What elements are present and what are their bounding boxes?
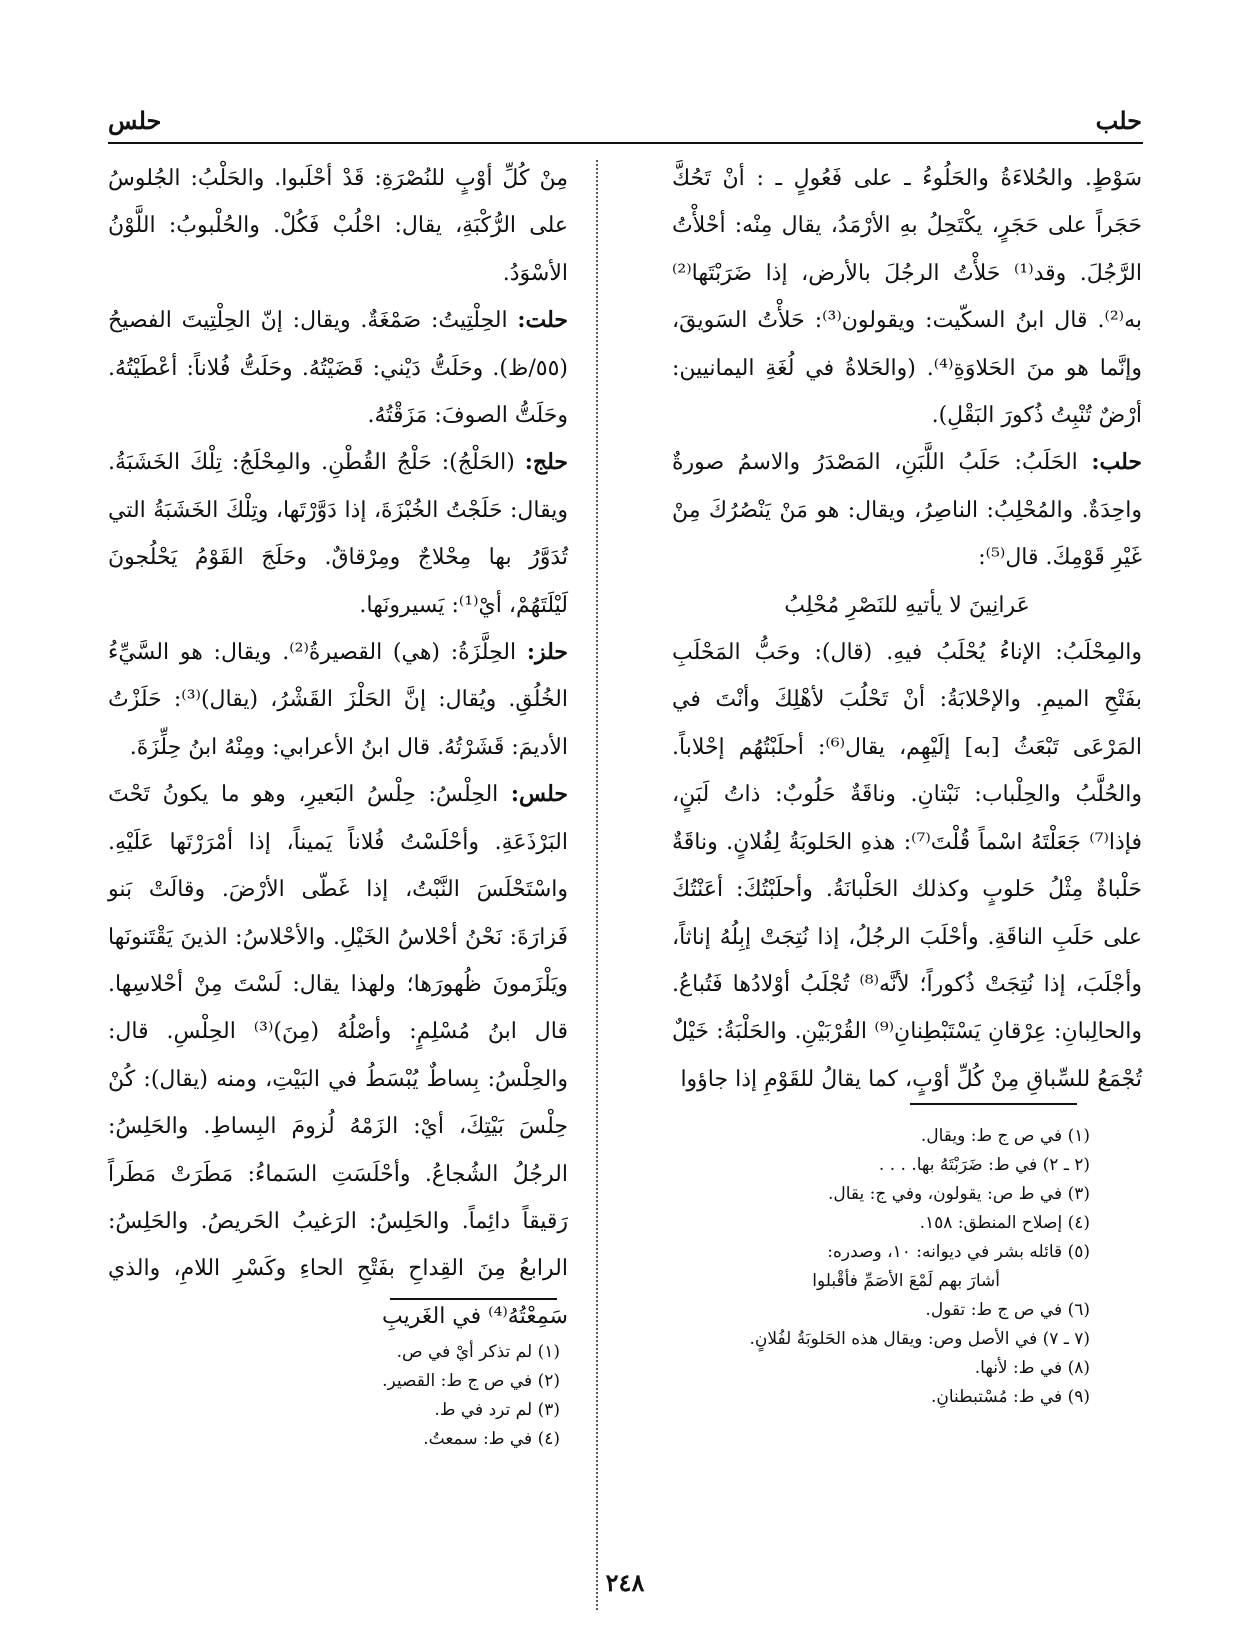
entry-halas [108, 771, 568, 1340]
headword: حلز: [526, 639, 568, 666]
footnote: (٥) قائله بشر في ديوانه: ١٠، وصدره: [827, 1242, 1090, 1262]
footnote: (١) في ص ج ط: ويقال. [920, 1126, 1090, 1146]
footnote: (٢) في ص ج ط: القصير. [382, 1371, 560, 1391]
left-column [108, 155, 568, 1340]
entry-halat [108, 297, 568, 439]
header-rule [108, 142, 1143, 144]
footnote-rule-left [390, 1298, 557, 1300]
headword: حلت: [517, 307, 568, 334]
column-divider [596, 160, 598, 1610]
header-left-word: حلس [108, 106, 162, 135]
footnote: (٩) في ط: مُسْتبطنانِ. [930, 1387, 1090, 1407]
entry-text: الحِلَّزَةُ: (هي) القصيرةُ⁽²⁾. ويقال: هو السَّيِّءُ الخُلُقِ. ويُقال: إنَّ الحَلْزَ القَشْرُ، (يقال)⁽³⁾: حَلَزْتُ الأديمَ: قَشَرْتُهُ. قال ابنُ الأعرابي: ومِنْهُ ابنُ حِلِّزَةَ. [108, 640, 569, 760]
entry-text: الحِلْتِيتُ: صَمْغَةٌ. ويقال: إنّ الحِلْتِيتَ الفصيحُ (٥٥/ظ). وحَلَتُّ دَيْني: قَضَيْتُهُ. وحَلَتُّ فُلاناً: أعْطَيْتُهُ. وحَلَتُّ الصوفَ: مَزَقْتُهُ. [108, 308, 568, 429]
footnote: (٤) إصلاح المنطق: ١٥٨. [919, 1213, 1090, 1233]
footnote: (٦) في ص ج ط: تقول. [925, 1300, 1090, 1320]
entry-halab [672, 439, 1142, 581]
entry-text: (الحَلْجُ): حَلْجُ القُطْنِ. والمِحْلَجُ: تِلْكَ الخَشَبَةُ. ويقال: حَلَجْتُ الخُبْزَةَ، إذا دَوَّرْتَها، وتِلْكَ الخَشَبَةُ التي تُدَوَّرُ بها مِحْلاجٌ ومِرْقاقٌ. وحَلَجَ القَوْمُ يَحْلُجونَ لَيْلَتَهُمْ، أيْ⁽¹⁾: يَسيرونَها. [108, 450, 568, 618]
footnote: (١) لم تذكر أيْ في ص. [396, 1342, 560, 1362]
entry-text-continued: والمِحْلَبُ: الإناءُ يُحْلَبُ فيهِ. (قال): وحَبُّ المَحْلَبِ بفَتْحِ الميمِ. والإحْلابَةُ: أنْ تَحْلُبَ لأهْلِكَ وأنْتَ في المَرْعَى تَبْعَثُ [به] إلَيْهِم، يقال⁽⁶⁾: أحلَبْتُهُم إحْلاباً. والحُلَّبُ والحِلْباب: نَبْتانِ. وناقَةٌ حَلُوبٌ: ذاتُ لَبَنٍ، فإذا⁽⁷⁾ جَعَلْتَهُ اسْماً قُلْتَ⁽⁷⁾: هذهِ الحَلوبَةُ لِفُلانٍ. وناقَةٌ حَلْباةٌ مِثْلُ حَلوبٍ وكذلك الحَلْبانَةُ. وأحلَبْتُكَ: أعَنْتُكَ على حَلَبِ الناقَةِ. وأحْلَبَ الرجُلُ، إذا نُتِجَتْ إبِلُهُ إناثاً، وأجْلَبَ، إذا نُتِجَتْ ذُكوراً؛ لأنَّه⁽⁸⁾ تُجْلَبُ أوْلادُها فَتُباعُ. والحالِبانِ: عِرْقانِ يَسْتَبْطِنانِ⁽⁹⁾ القُرْبَيْنِ. والحَلْبَةُ: خَيْلٌ تُجْمَعُ للسِّباقِ مِنْ كُلِّ أوْبٍ، كما يقالُ للقَوْمِ إذا جاؤوا [672, 640, 1143, 1092]
entry-text: الحِلْسُ: حِلْسُ البَعيرِ، وهو ما يكونُ تَحْتَ البَرْذَعَةِ. وأحْلَسْتُ فُلاناً يَميناً، إذا أمْرَرْتَها عَلَيْهِ. واسْتَحْلَسَ النَّبْتُ، إذا غَطّى الأرْضَ. وقالَتْ بَنو فَزارَةَ: نَحْنُ أحْلاسُ الخَيْلِ. والأحْلاسُ: الذينَ يَقْتَنونَها ويَلْزَمونَ ظُهورَها؛ ولهذا يقال: لَسْتَ مِنْ أحْلاسِها. قال ابنُ مُسْلِمٍ: وأصْلُهُ (مِنَ)⁽³⁾ الحِلْسِ. قال: والحِلْسُ: بِساطٌ يُبْسَطُ في البَيْتِ، ومنه (يقال): كُنْ حِلْسَ بَيْتِكَ، أيْ: الزَمْهُ لُزومَ البِساطِ. والحَلِسُ: الرجُلُ الشُجاعُ. وأحْلَسَتِ السَماءُ: مَطَرَتْ مَطَراً رَقيقاً دائِماً. والحَلِسُ: الرَغيبُ الحَريصُ. والحَلِسُ: الرابعُ مِنَ القِداحِ بفَتْحِ الحاءِ وكَسْرِ اللامِ، والذي سَمِعْتُهُ⁽⁴⁾ في الغَريبِ [108, 782, 568, 1329]
running-header [108, 106, 1142, 146]
footnote: (٧ ـ ٧) في الأصل وص: ويقال هذه الحَلوبَةُ لفُلانٍ. [749, 1329, 1090, 1349]
footnote-rule-right [910, 1103, 1077, 1105]
headword: حلس: [510, 781, 568, 808]
entry-halaz [108, 629, 568, 771]
entry-text: الحَلَبُ: حَلَبُ اللَّبَنِ، المَصْدَرُ والاسمُ صورةٌ واحِدَةٌ. والمُحْلِبُ: الناصِرُ، ويقال: هو مَنْ يَنْصُرُكَ مِنْ غَيْرِ قَوْمِكَ. قال⁽⁵⁾: [672, 450, 1142, 571]
footnotes-left [200, 1338, 560, 1454]
entry-continuation: سَوْطٍ. والحُلاءَةُ والحَلُوءُ ـ على فَعُولٍ ـ : أنْ تَحُكَّ حَجَراً على حَجَرٍ، يكْتَحِلُ بهِ الأرْمَدُ، يقال مِنْه: أحْلأْتُ الرَّجُلَ. وقد⁽¹⁾ حَلأْتُ الرجُلَ بالأرض، إذا ضَرَبْتَها⁽²⁾ به⁽²⁾. قال ابنُ السكّيت: ويقولون⁽³⁾: حَلأْتُ السَويقَ، وإنَّما هو منَ الحَلاوَةِ⁽⁴⁾. (والحَلاةُ في لُغَةِ اليمانيين: أرْضٌ تُنْبِتُ ذُكورَ البَقْلِ). [672, 166, 1142, 429]
footnote: (٨) في ط: لأنها. [974, 1358, 1090, 1378]
right-column [672, 155, 1142, 1103]
entry-halaj [108, 439, 568, 629]
headword: حلج: [524, 449, 568, 476]
footnote: (٣) في ط ص: يقولون، وفي ج: يقال. [827, 1184, 1090, 1204]
footnote: (٣) لم ترد في ط. [434, 1400, 560, 1420]
entry-continuation: مِنْ كُلِّ أوْبٍ للنُصْرَةِ: قَدْ أحْلَبوا. والحَلْبُ: الجُلوسُ على الرُّكْبَةِ، يقال: احْلُبْ فَكُلْ. والحُلْبوبُ: اللَّوْنُ الأسْوَدُ. [108, 166, 568, 286]
footnote: (٢ ـ ٢) في ط: ضَرَبْتَهُ بها. . . . [878, 1155, 1090, 1175]
header-right-word: حلب [1095, 106, 1142, 135]
poetry-verse: عَرانِينَ لا يأتيهِ للنَصْرِ مُحْلِبُ [784, 592, 1030, 618]
headword: حلب: [1091, 449, 1142, 476]
page-number: ٢٤٨ [605, 1568, 645, 1597]
footnote: (٤) في ط: سمعتُ. [423, 1429, 560, 1449]
footnotes-right [650, 1122, 1090, 1412]
footnote-verse: أشارَ بهم لَمْعَ الأصَمِّ فأقْبلوا [812, 1271, 1000, 1291]
